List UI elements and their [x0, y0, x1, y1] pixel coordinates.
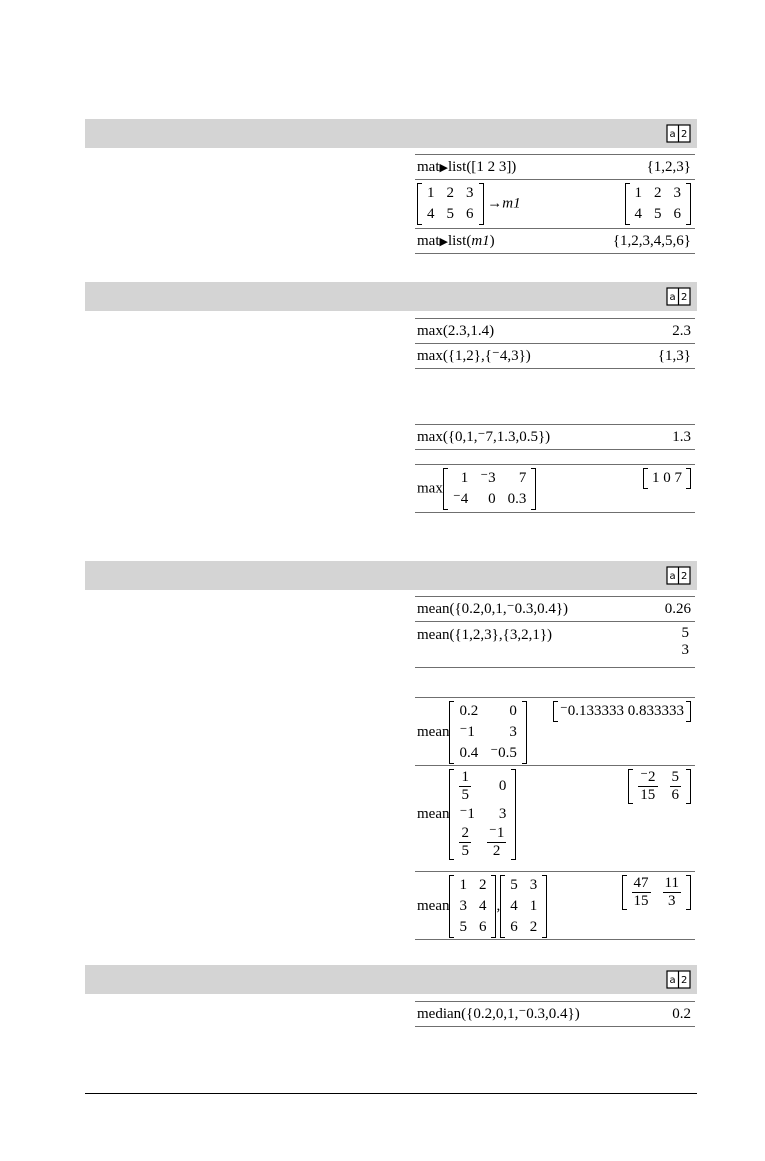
- example-row: mean({0.2,0,1,⁻0.3,0.4}) 0.26: [415, 597, 695, 622]
- svg-text:a: a: [669, 129, 676, 140]
- example-row: mat▶list([1 2 3]) {1,2,3}: [415, 155, 695, 180]
- matlist-examples: [415, 154, 695, 254]
- svg-text:a: a: [669, 975, 676, 986]
- matrix: ⁻0.133333 0.833333: [553, 701, 691, 722]
- example-row: 1 2 3 4 5 6 →m1 1 2 3 4 5 6: [415, 180, 695, 229]
- matrix: 1 2 3 4 5 6: [449, 875, 496, 938]
- matrix: 1 2 3 4 5 6: [417, 183, 484, 225]
- max-examples: [415, 318, 695, 369]
- example-row: median({0.2,0,1,⁻0.3,0.4}) 0.2: [415, 1002, 695, 1027]
- max-list-example: [415, 424, 695, 450]
- example-row: mean 1 2 3 4 5 6 , 5 3 4 1 6 2 $\frac{47}{15}$ $\frac{11}{3}$: [415, 872, 695, 940]
- matrix: $\frac{47}{15}$ $\frac{11}{3}$: [622, 875, 691, 910]
- catalog-book-icon: [666, 287, 691, 306]
- svg-text:2: 2: [681, 129, 688, 140]
- section-header-max: [85, 282, 697, 311]
- svg-text:2: 2: [681, 571, 688, 582]
- catalog-book-icon: [666, 566, 691, 585]
- max-matrix-example: [415, 464, 695, 513]
- matrix: 1 2 3 4 5 6: [625, 183, 692, 225]
- matrix: 5 3 4 1 6 2: [500, 875, 547, 938]
- example-row: mean $\frac{1}{5}$ 0 ⁻1 3 $\frac{2}{5}$ $\frac{^-1}{2}$ $\frac{^-2}{15}$ $\frac{5}{6}$: [415, 766, 695, 872]
- section-header-median: [85, 965, 697, 994]
- footer-rule: [85, 1093, 697, 1094]
- mean-matrix-examples: [415, 697, 695, 940]
- matrix: $\frac{^-2}{15}$ $\frac{5}{6}$: [628, 769, 691, 804]
- catalog-book-icon: [666, 970, 691, 989]
- example-row: mean({1,2,3},{3,2,1}) 5 3: [415, 622, 695, 668]
- fraction: 5 3: [681, 625, 689, 658]
- triangle-arrow-icon: ▶: [439, 162, 448, 174]
- matrix: 0.2 0 ⁻1 3 0.4 ⁻0.5: [449, 701, 526, 764]
- example-row: mat▶list(m1) {1,2,3,4,5,6}: [415, 229, 695, 254]
- median-examples: [415, 1001, 695, 1027]
- catalog-book-icon: [666, 124, 691, 143]
- svg-text:a: a: [669, 292, 676, 303]
- example-row: max 1 ⁻3 7 ⁻4 0 0.3 1 0 7: [415, 465, 695, 513]
- matrix: $\frac{1}{5}$ 0 ⁻1 3 $\frac{2}{5}$ $\frac{^-1}{2}$: [449, 769, 516, 860]
- triangle-arrow-icon: ▶: [439, 236, 448, 248]
- example-row: max({1,2},{⁻4,3}) {1,3}: [415, 344, 695, 369]
- svg-text:2: 2: [681, 975, 688, 986]
- mean-examples: [415, 596, 695, 668]
- example-row: mean 0.2 0 ⁻1 3 0.4 ⁻0.5 ⁻0.133333 0.833333: [415, 698, 695, 766]
- example-row: max(2.3,1.4) 2.3: [415, 319, 695, 344]
- section-header-matlist: [85, 119, 697, 148]
- section-header-mean: [85, 561, 697, 590]
- svg-text:a: a: [669, 571, 676, 582]
- svg-text:2: 2: [681, 292, 688, 303]
- example-row: max({0,1,⁻7,1.3,0.5}) 1.3: [415, 425, 695, 450]
- matrix: 1 0 7: [643, 468, 691, 489]
- matrix: 1 ⁻3 7 ⁻4 0 0.3: [443, 468, 537, 510]
